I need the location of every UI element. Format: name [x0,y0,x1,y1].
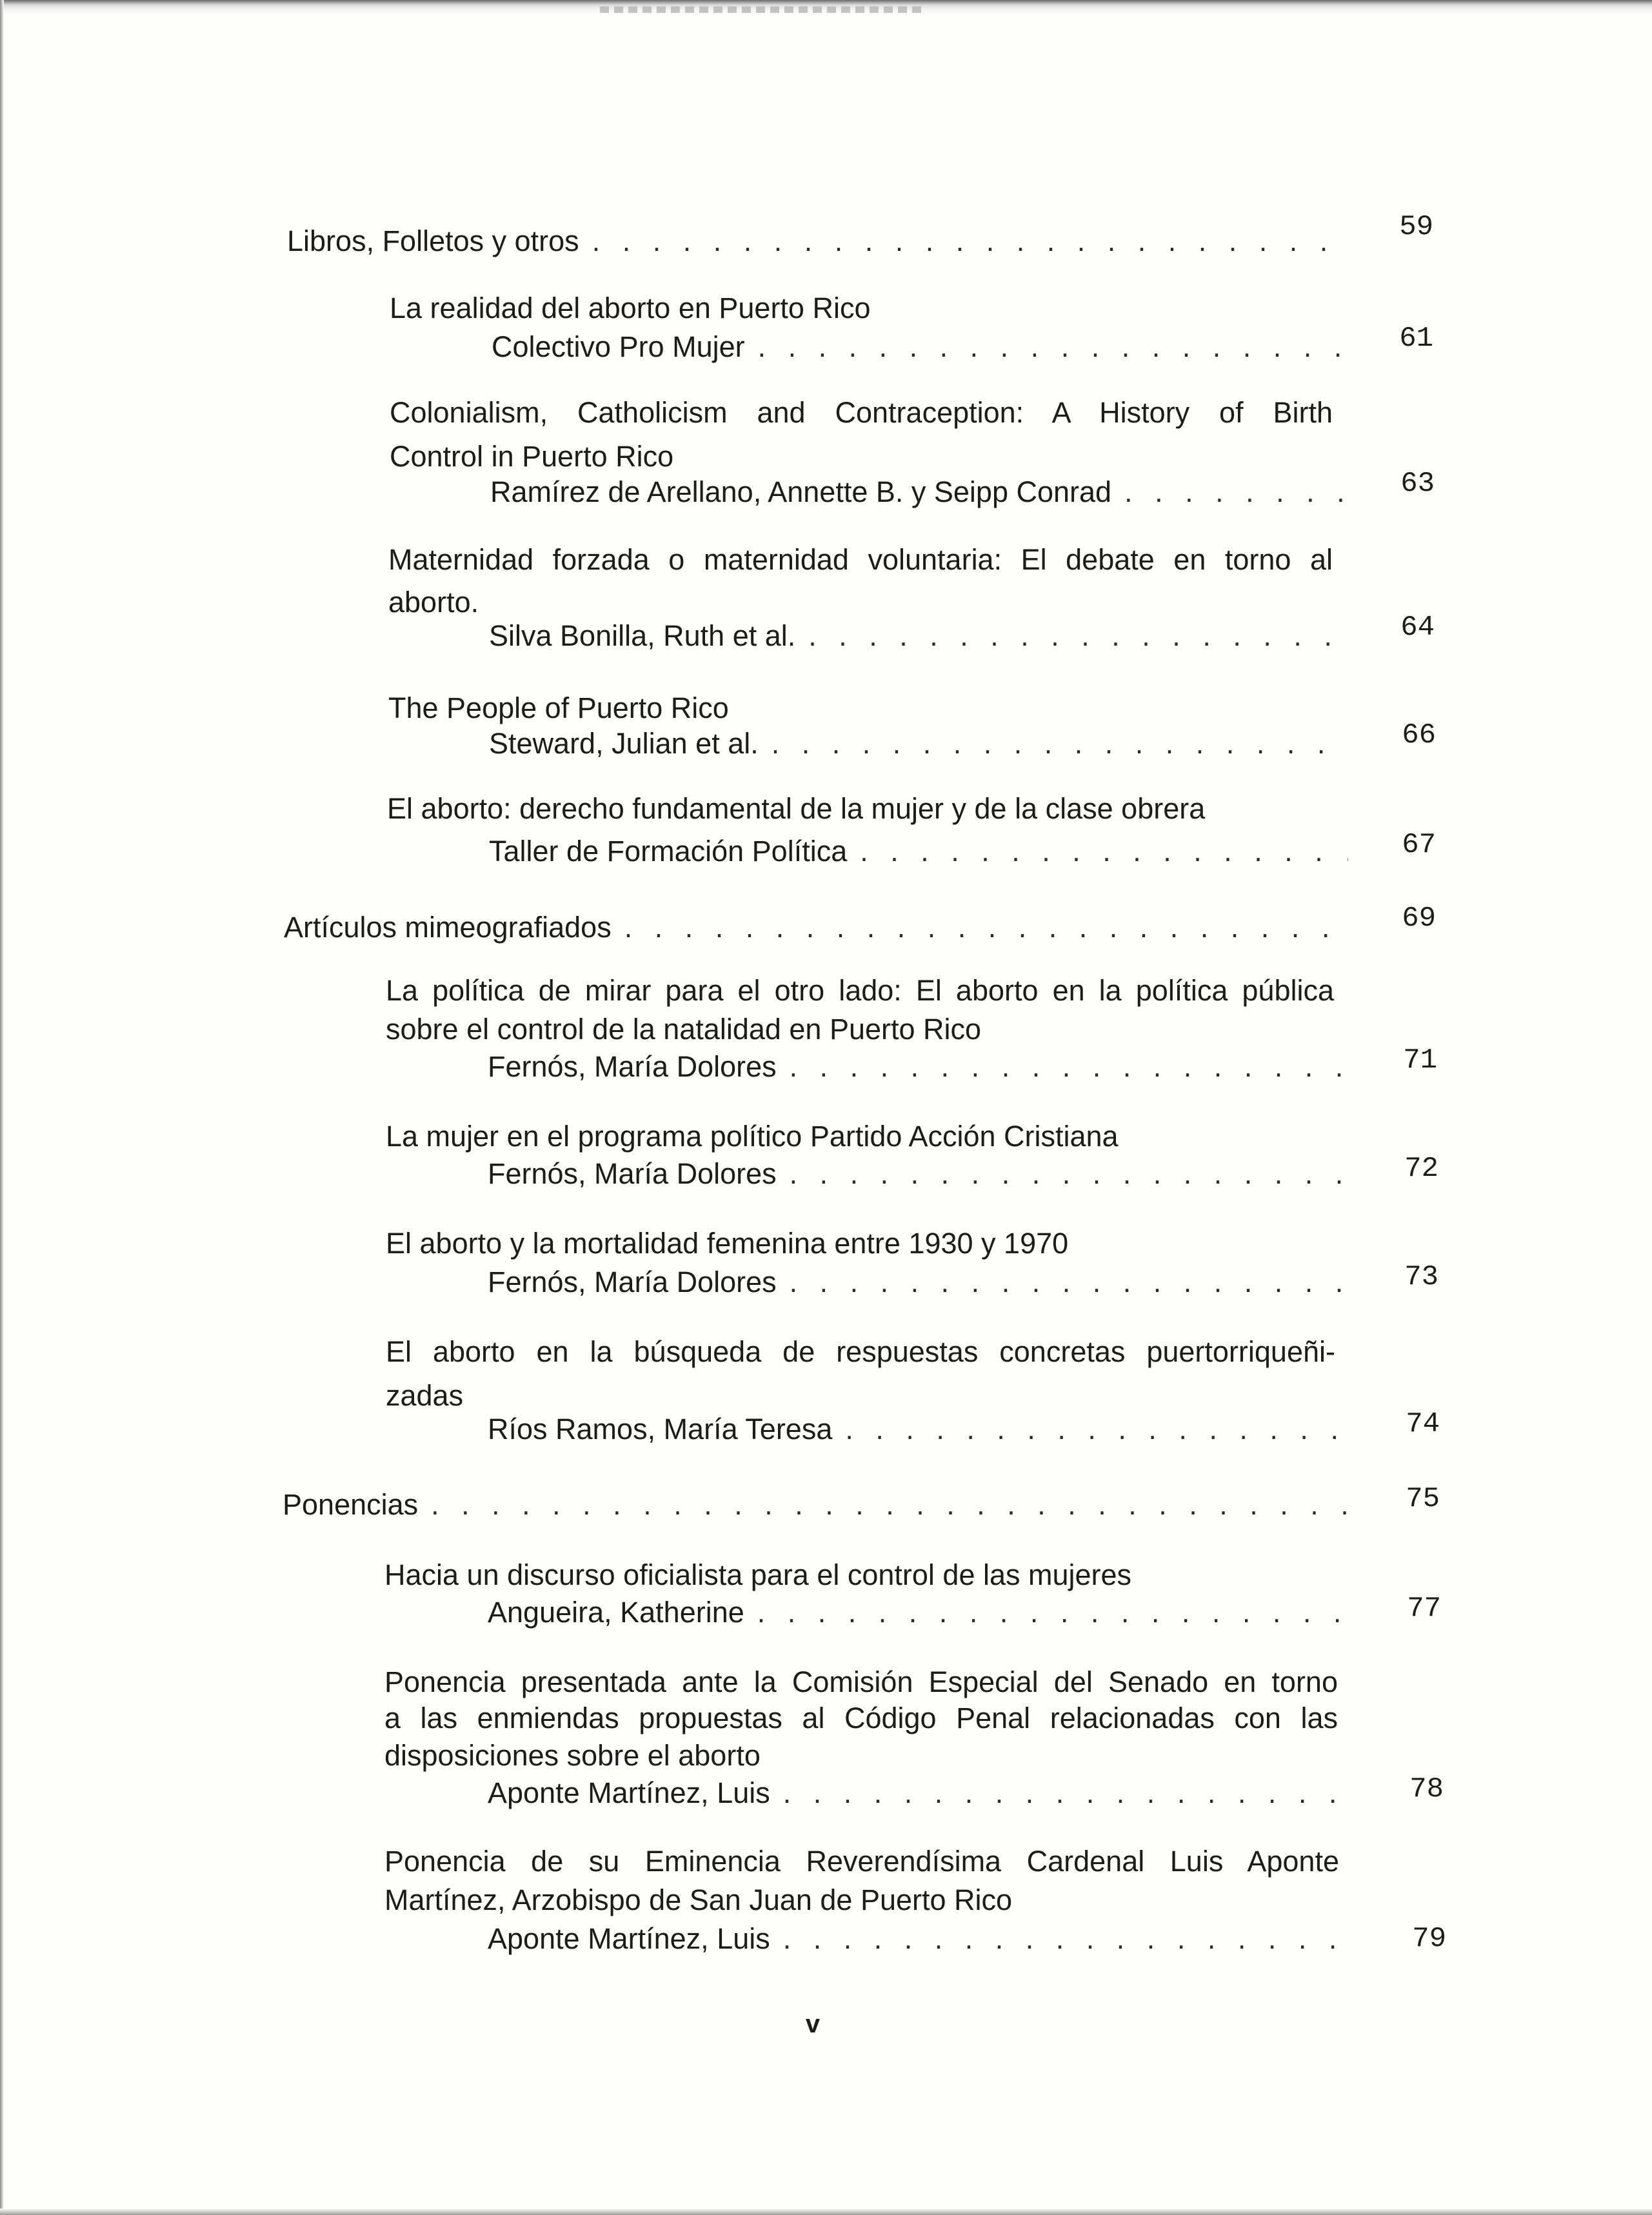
dot-leader [860,833,1348,869]
section-heading: Ponencias [283,1488,419,1521]
page-number: 79 [1412,1923,1446,1955]
toc-entry-author [490,474,1356,510]
dot-leader [790,1264,1349,1300]
entry-title: Ponencia de su Eminencia Reverendísima Cardenal Luis Aponte [384,1845,1339,1878]
entry-title: Colonialism, Catholicism and Contraception: A History of Birth [390,396,1333,429]
page-number: 66 [1402,719,1436,751]
toc-entry-author [489,833,1355,869]
section-heading: Artículos mimeografiados [284,911,612,944]
toc-entry-author [488,1156,1355,1192]
toc-entry-author [488,1264,1355,1300]
page-number: 75 [1406,1483,1440,1515]
dot-leader [790,1049,1349,1085]
scan-bottom-edge [0,2209,1652,2215]
toc-entry-author [488,1411,1355,1447]
page-number: 64 [1400,611,1435,644]
toc-entry-author [488,1049,1355,1085]
entry-author: Silva Bonilla, Ruth et al. [489,619,796,652]
entry-author: Ríos Ramos, María Teresa [488,1413,833,1445]
dot-leader [431,1487,1349,1523]
entry-title: The People of Puerto Rico [388,691,729,724]
dot-leader [783,1921,1355,1957]
toc-entry-author [489,618,1355,654]
dot-leader [1124,474,1349,510]
entry-title: aborto. [388,586,479,619]
entry-title: La política de mirar para el otro lado: El aborto en la política pública [386,974,1334,1007]
entry-title: Maternidad forzada o maternidad voluntaria: El debate en torno al [388,543,1333,576]
scan-left-edge [0,0,4,2215]
page-number: 63 [1400,468,1435,500]
entry-author: Fernós, María Dolores [488,1050,777,1083]
toc-section-articulos [284,909,1355,946]
entry-title: Control in Puerto Rico [390,440,674,473]
toc-entry-author [492,329,1351,365]
page-number: 67 [1402,829,1436,861]
entry-title: Hacia un discurso oficialista para el control de las mujeres [384,1558,1132,1591]
page-number: 61 [1399,323,1433,355]
entry-title: a las enmiendas propuestas al Código Penal relacionadas con las [384,1702,1338,1734]
entry-author: Angueira, Katherine [488,1596,744,1629]
entry-title: sobre el control de la natalidad en Puerto Rico [386,1013,982,1046]
page-number: 71 [1403,1044,1437,1077]
dot-leader [808,618,1348,654]
page-number: 69 [1402,902,1436,935]
entry-title: Martínez, Arzobispo de San Juan de Puerto Rico [384,1883,1013,1916]
entry-author: Aponte Martínez, Luis [488,1776,770,1809]
entry-title: El aborto en la búsqueda de respuestas concretas puertorriqueñi- [386,1335,1335,1368]
entry-author: Taller de Formación Política [489,835,848,868]
entry-author: Fernós, María Dolores [488,1157,777,1190]
page-number: 72 [1404,1153,1438,1185]
scan-artifact [600,6,922,13]
toc-entry-author [488,1594,1358,1631]
dot-leader [592,223,1339,259]
page-number: 59 [1399,211,1433,243]
toc-entry-author [489,726,1355,762]
entry-author: Fernós, María Dolores [488,1266,777,1298]
page-number: 73 [1404,1261,1438,1293]
entry-title: La mujer en el programa político Partido Acción Cristiana [386,1120,1119,1153]
page-footer-number: v [805,2010,821,2038]
dot-leader [783,1775,1353,1811]
dot-leader [790,1156,1349,1192]
dot-leader [757,1594,1352,1631]
toc-section-libros [287,223,1345,259]
dot-leader [771,726,1348,762]
toc-section-ponencias [283,1487,1356,1523]
page-number: 74 [1406,1408,1440,1440]
entry-author: Colectivo Pro Mujer [492,330,745,363]
page-number: 77 [1407,1593,1441,1625]
entry-title: La realidad del aborto en Puerto Rico [390,292,871,324]
toc-entry-author [488,1775,1360,1811]
entry-title: Ponencia presentada ante la Comisión Especial del Senado en torno [384,1665,1338,1698]
entry-title: zadas [386,1379,464,1412]
dot-leader [758,329,1345,365]
entry-title: disposiciones sobre el aborto [384,1739,761,1772]
dot-leader [845,1411,1349,1447]
entry-author: Steward, Julian et al. [489,727,759,760]
entry-author: Ramírez de Arellano, Annette B. y Seipp Conrad [490,475,1112,508]
entry-title: El aborto: derecho fundamental de la mujer y de la clase obrera [387,792,1206,825]
toc-entry-author [488,1921,1361,1957]
entry-author: Aponte Martínez, Luis [488,1922,770,1955]
section-heading: Libros, Folletos y otros [287,224,579,257]
entry-title: El aborto y la mortalidad femenina entre 1930 y 1970 [386,1227,1069,1260]
dot-leader [624,909,1348,946]
page-number: 78 [1409,1773,1444,1805]
